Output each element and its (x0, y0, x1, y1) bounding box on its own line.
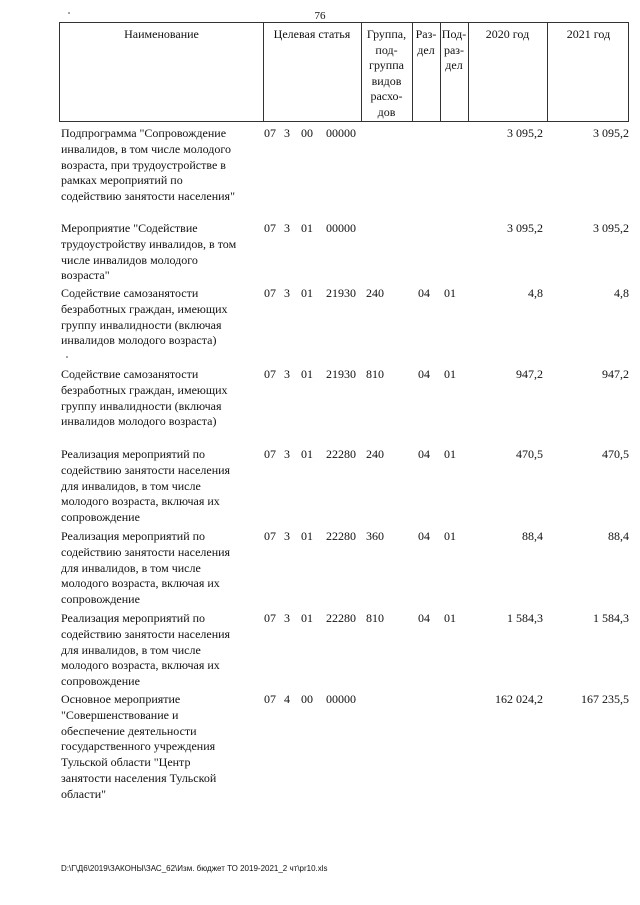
target-program: 07 (264, 286, 276, 300)
row-name (61, 447, 257, 526)
row-name-line: для инвалидов, в том числе (61, 560, 201, 575)
header-podrazdel-line: Под- (441, 27, 467, 41)
row-name (61, 367, 257, 430)
razdel: 04 (418, 611, 430, 625)
row-name (61, 221, 257, 284)
target-event: 01 (301, 286, 313, 300)
row-name-line: Реализация мероприятий по (61, 529, 206, 543)
row-name-line: содействию занятости населения (61, 626, 231, 641)
row-name-line: Содействие самозанятости (61, 367, 199, 381)
amount-2021: 88,4 (608, 529, 629, 543)
row-name-line: молодого возраста, включая их (61, 576, 220, 591)
row-name-line: сопровождение (61, 592, 140, 607)
amount-2020: 4,8 (528, 286, 543, 300)
header-year-2020: 2020 год (485, 27, 530, 41)
header-group-line: под- (375, 42, 398, 57)
podrazdel: 01 (444, 447, 456, 461)
target-direction: 21930 (326, 367, 356, 381)
row-name-line: безработных граждан, имеющих (61, 382, 228, 397)
target-event: 00 (301, 692, 313, 706)
row-name (61, 529, 257, 608)
header-group-line: видов (371, 73, 402, 88)
header-group-line: группа (369, 58, 404, 72)
row-name-line: Мероприятие "Содействие (61, 221, 198, 235)
target-direction: 22280 (326, 447, 356, 461)
file-path: D:\Г\Д6\2019\ЗАКОНЫ\ЗАС_62\Изм. бюджет ТО 2019-2021_2 чт\pr10.xls (61, 864, 328, 873)
header-group-line: расхо- (370, 89, 403, 103)
row-name-line: содействию занятости населения (61, 462, 231, 477)
target-direction: 21930 (326, 286, 356, 300)
target-program: 07 (264, 529, 276, 543)
row-name-line: группу инвалидности (включая (61, 398, 222, 413)
scan-speck (66, 356, 68, 358)
row-name-line: возраста, при трудоустройстве в (61, 157, 226, 172)
target-program: 07 (264, 126, 276, 140)
row-name-line: занятости населения Тульской (61, 770, 217, 785)
row-name-line: обеспечение деятельности (61, 723, 197, 738)
row-name-line: сопровождение (61, 510, 140, 525)
row-name-line: Подпрограмма "Сопровождение (61, 126, 227, 140)
header-target: Целевая статья (273, 27, 351, 41)
razdel: 04 (418, 286, 430, 300)
target-direction: 22280 (326, 529, 356, 543)
row-name (61, 286, 257, 349)
header-razdel-line: дел (417, 42, 435, 57)
razdel: 04 (418, 367, 430, 381)
target-program: 07 (264, 447, 276, 461)
expense-group: 360 (366, 529, 384, 543)
header-group-line: Группа, (366, 27, 407, 41)
amount-2021: 1 584,3 (593, 611, 629, 625)
row-name (61, 126, 257, 205)
target-program: 07 (264, 367, 276, 381)
target-direction: 00000 (326, 221, 356, 235)
row-name-line: молодого возраста, включая их (61, 494, 220, 509)
scan-speck (68, 12, 70, 14)
row-name-line: области" (61, 786, 107, 801)
target-event: 01 (301, 529, 313, 543)
podrazdel: 01 (444, 367, 456, 381)
header-podrazdel-line: дел (445, 58, 463, 72)
row-name-line: возраста" (61, 268, 110, 283)
amount-2021: 3 095,2 (593, 126, 629, 140)
amount-2021: 4,8 (614, 286, 629, 300)
target-event: 01 (301, 611, 313, 625)
row-name-line: числе инвалидов молодого (61, 252, 198, 267)
row-name-line: инвалидов молодого возраста) (61, 414, 217, 429)
row-name-line: молодого возраста, включая их (61, 658, 220, 673)
expense-group: 240 (366, 447, 384, 461)
expense-group: 810 (366, 367, 384, 381)
target-direction: 00000 (326, 126, 356, 140)
row-name-line: группу инвалидности (включая (61, 317, 222, 332)
target-direction: 00000 (326, 692, 356, 706)
row-name-line: Тульской области "Центр (61, 755, 191, 770)
row-name (61, 611, 257, 690)
header-group (361, 27, 412, 120)
razdel: 04 (418, 447, 430, 461)
amount-2020: 88,4 (522, 529, 543, 543)
target-direction: 22280 (326, 611, 356, 625)
amount-2021: 3 095,2 (593, 221, 629, 235)
expense-group: 240 (366, 286, 384, 300)
header-year-2021: 2021 год (566, 27, 611, 41)
target-subprogram: 3 (284, 126, 290, 140)
header-podrazdel-line: раз- (443, 42, 465, 57)
amount-2020: 947,2 (516, 367, 543, 381)
row-name-line: Реализация мероприятий по (61, 611, 206, 625)
target-event: 00 (301, 126, 313, 140)
header-razdel-line: Раз- (415, 27, 437, 41)
table-header (59, 22, 629, 122)
target-subprogram: 3 (284, 286, 290, 300)
header-razdel (412, 27, 440, 58)
amount-2020: 162 024,2 (495, 692, 543, 706)
target-program: 07 (264, 611, 276, 625)
row-name-line: Основное мероприятие (61, 692, 181, 706)
podrazdel: 01 (444, 529, 456, 543)
amount-2020: 470,5 (516, 447, 543, 461)
row-name-line: Содействие самозанятости (61, 286, 199, 300)
header-group-line: дов (377, 104, 396, 119)
amount-2021: 167 235,5 (581, 692, 629, 706)
row-name-line: содействию занятости населения" (61, 189, 235, 204)
expense-group: 810 (366, 611, 384, 625)
header-podrazdel (440, 27, 468, 74)
row-name-line: рамках мероприятий по (61, 173, 183, 188)
target-subprogram: 3 (284, 367, 290, 381)
target-subprogram: 3 (284, 447, 290, 461)
target-program: 07 (264, 221, 276, 235)
target-subprogram: 4 (284, 692, 290, 706)
target-subprogram: 3 (284, 529, 290, 543)
amount-2020: 1 584,3 (507, 611, 543, 625)
row-name (61, 692, 257, 803)
page-number: 76 (314, 10, 326, 22)
amount-2020: 3 095,2 (507, 221, 543, 235)
target-event: 01 (301, 221, 313, 235)
target-subprogram: 3 (284, 221, 290, 235)
row-name-line: "Совершенствование и (61, 707, 179, 722)
amount-2020: 3 095,2 (507, 126, 543, 140)
amount-2021: 947,2 (602, 367, 629, 381)
row-name-line: безработных граждан, имеющих (61, 301, 228, 316)
amount-2021: 470,5 (602, 447, 629, 461)
row-name-line: инвалидов, в том числе молодого (61, 141, 231, 156)
target-event: 01 (301, 367, 313, 381)
target-program: 07 (264, 692, 276, 706)
row-name-line: содействию занятости населения (61, 544, 231, 559)
target-subprogram: 3 (284, 611, 290, 625)
row-name-line: инвалидов молодого возраста) (61, 333, 217, 348)
podrazdel: 01 (444, 286, 456, 300)
row-name-line: сопровождение (61, 674, 140, 689)
header-name: Наименование (124, 27, 199, 41)
row-name-line: Реализация мероприятий по (61, 447, 206, 461)
row-name-line: государственного учреждения (61, 739, 216, 754)
razdel: 04 (418, 529, 430, 543)
target-event: 01 (301, 447, 313, 461)
podrazdel: 01 (444, 611, 456, 625)
row-name-line: для инвалидов, в том числе (61, 642, 201, 657)
row-name-line: трудоустройству инвалидов, в том (61, 236, 237, 251)
row-name-line: для инвалидов, в том числе (61, 478, 201, 493)
